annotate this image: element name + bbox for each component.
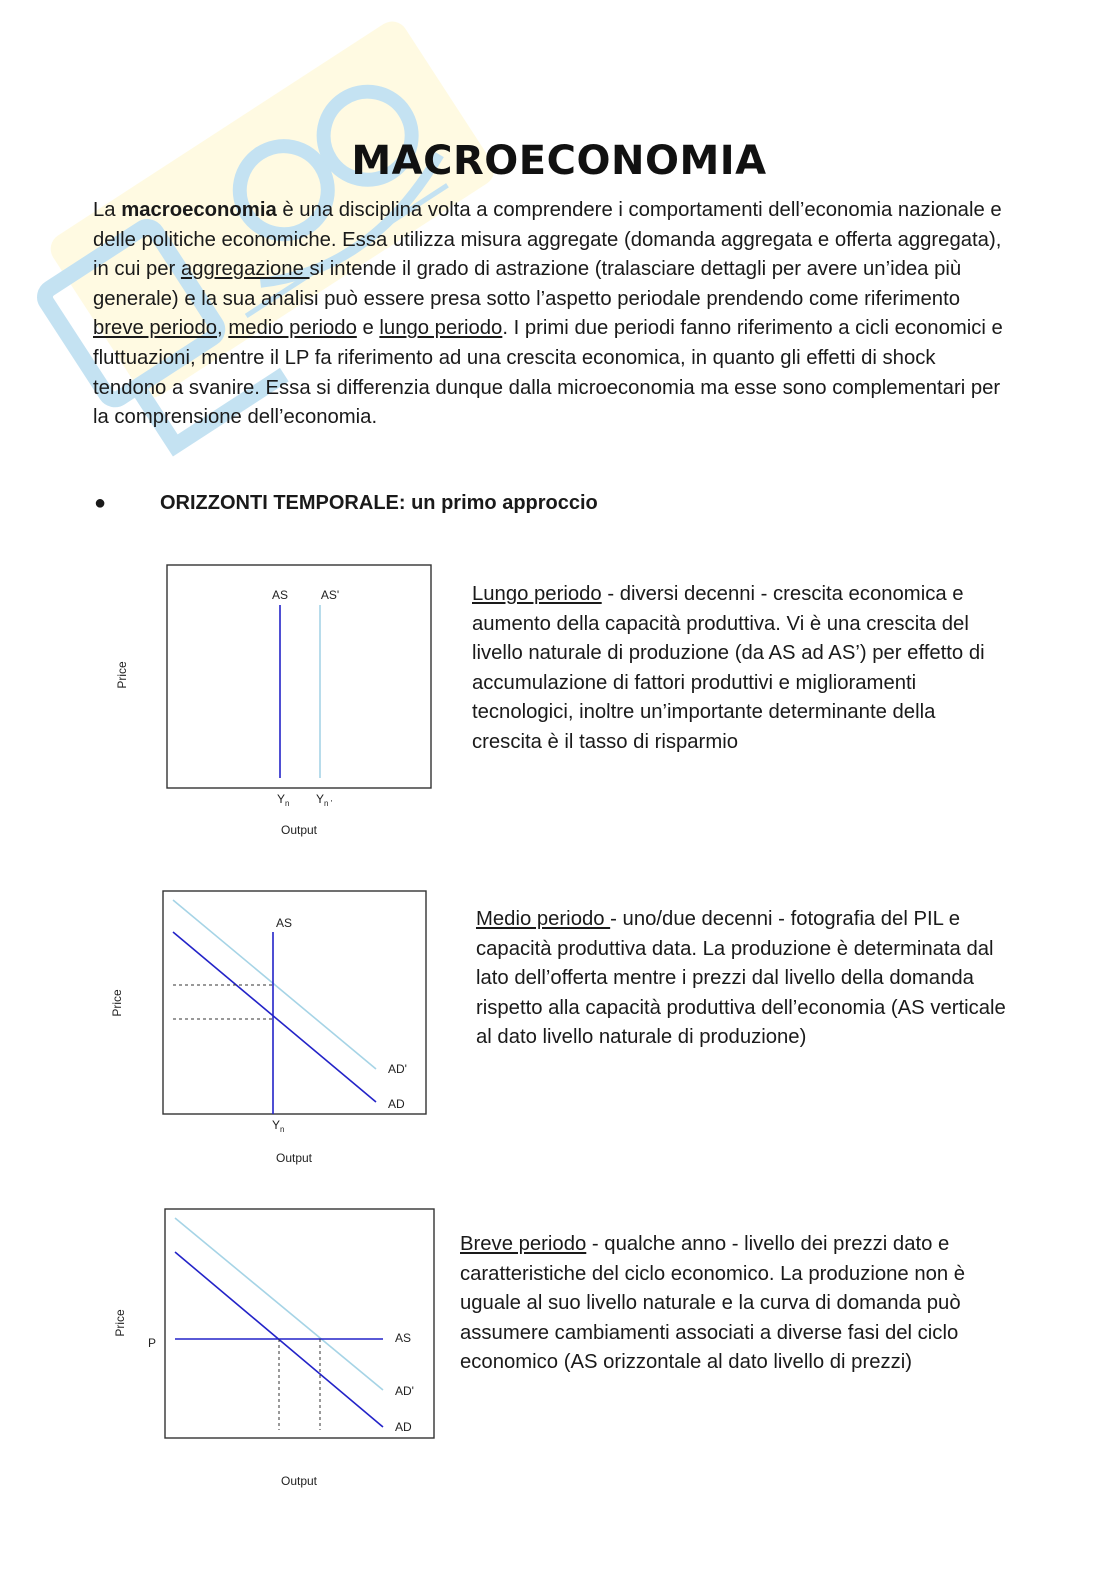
intro-text-4: , bbox=[217, 317, 229, 340]
short-run-text: - qualche anno - livello dei prezzi dato e caratteristiche del ciclo economico. La produzione non è uguale al suo livello naturale e la curva di domanda può assumere cambiamenti associati a diverse fasi del ciclo economico (AS orizzontale al dato livello di prezzi) bbox=[460, 1233, 966, 1374]
page-title: MACROECONOMIA bbox=[351, 138, 767, 184]
intro-text-6: . I primi due periodi fanno riferimento a cicli economici e fluttuazioni, mentre il LP fa riferimento ad una crescita economica, in quanto gli effetti di shock tendono a svanire. Essa si differenzia dunque dalla microeconomia ma esse sono complementari per la comprensione dell’economia. bbox=[93, 317, 1003, 429]
intro-underline-lungo: lungo periodo bbox=[379, 317, 503, 340]
intro-underline-breve: breve periodo bbox=[93, 317, 218, 340]
long-yn-label: $Y_n$ bbox=[277, 792, 290, 808]
short-x-axis-label: Output bbox=[280, 1474, 318, 1488]
long-run-text: - diversi decenni - crescita economica e aumento della capacità produttiva. Vi è una crescita del livello naturale di produzione (da AS ad AS’) per effetto di accumulazione di fattori produttivi e miglioramenti tecnologici, inoltre un’importante determinante della crescita è il tasso di risparmio bbox=[472, 583, 985, 753]
medium-x-axis-label: Output bbox=[275, 1151, 313, 1165]
intro-text-2: è una disciplina volta a comprendere i comportamenti dell’economia nazionale e delle politiche economiche. Essa utilizza misura aggregate (domanda aggregata e offerta aggregata), in cui per bbox=[93, 199, 1002, 281]
medium-ad2-label: AD' bbox=[388, 1062, 407, 1076]
medium-run-text: - uno/due decenni - fotografia del PIL e capacità produttiva data. La produzione è determinata dal lato dell’offerta mentre i prezzi dal livello della domanda rispetto alla capacità produttiva dell’economia (AS verticale al dato livello naturale di produzione) bbox=[476, 908, 1006, 1049]
short-ad-label: AD bbox=[395, 1420, 412, 1434]
intro-text-3: si intende il grado di astrazione (tralasciare dettagli per avere un’idea più generale) e la sua analisi può essere presa sotto l’aspetto periodale prendendo come riferimento bbox=[93, 258, 962, 310]
long-run-heading: Lungo periodo bbox=[472, 583, 602, 605]
intro-bold-term: macroeconomia bbox=[121, 199, 277, 221]
long-yn2-label: $Y_{n '}$ bbox=[316, 792, 333, 808]
long-y-axis-label: Price bbox=[115, 661, 129, 689]
intro-underline-aggregazione: aggregazione bbox=[180, 258, 310, 281]
short-ad2-label: AD' bbox=[395, 1384, 414, 1398]
bullet-heading: ORIZZONTI TEMPORALE: un primo approccio bbox=[160, 492, 598, 514]
medium-yn-label: $Y_n$ bbox=[272, 1118, 285, 1134]
medium-as-label: AS bbox=[275, 916, 293, 930]
long-as2-label: AS' bbox=[320, 588, 340, 602]
medium-run-heading: Medio periodo bbox=[476, 908, 611, 930]
long-x-axis-label: Output bbox=[280, 823, 318, 837]
short-run-description bbox=[460, 1230, 1005, 1378]
medium-y-axis-label: Price bbox=[110, 989, 124, 1017]
bullet-dot: ● bbox=[94, 492, 107, 514]
intro-text-1: La bbox=[93, 199, 122, 221]
long-as-label: AS bbox=[271, 588, 289, 602]
short-y-axis-label: Price bbox=[113, 1309, 127, 1337]
short-run-heading: Breve periodo bbox=[460, 1233, 587, 1255]
intro-underline-medio: medio periodo bbox=[228, 317, 357, 340]
medium-ad-label: AD bbox=[388, 1097, 405, 1111]
short-as-label: AS bbox=[395, 1331, 412, 1345]
intro-text-5: e bbox=[356, 317, 380, 340]
short-p-label: P bbox=[148, 1336, 157, 1350]
